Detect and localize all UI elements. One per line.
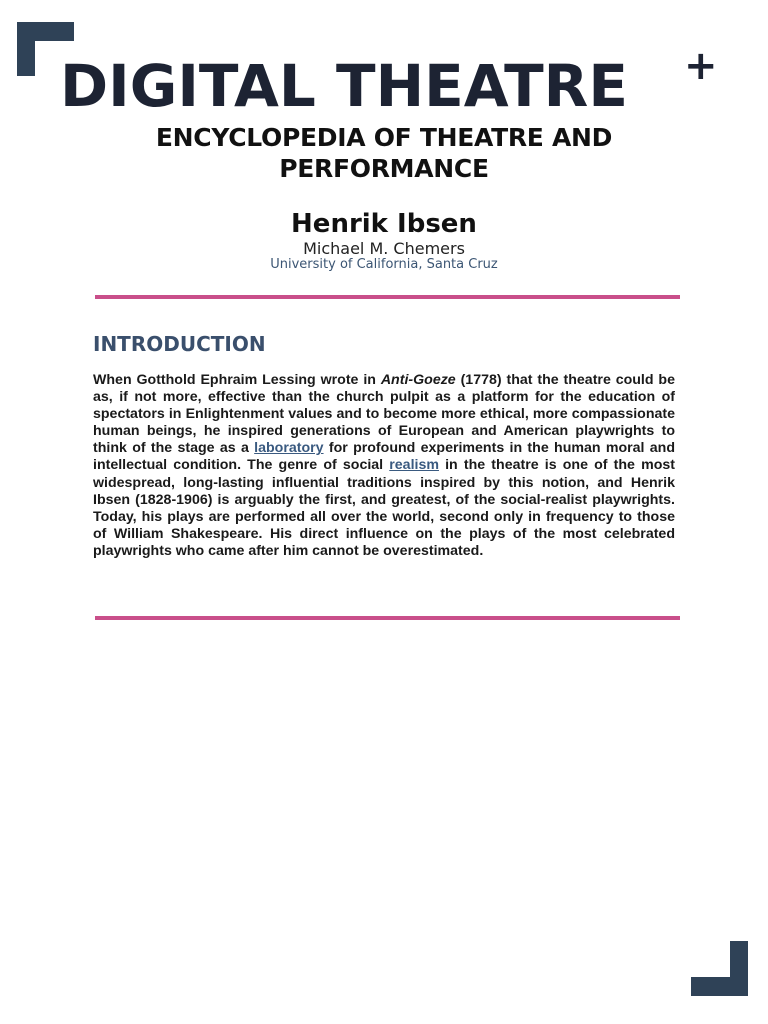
series-title: ENCYCLOPEDIA OF THEATRE AND PERFORMANCE bbox=[155, 123, 613, 183]
corner-bracket-bottom-right bbox=[691, 941, 748, 996]
introduction-paragraph bbox=[93, 372, 675, 560]
divider-bottom bbox=[95, 616, 680, 620]
section-heading: INTRODUCTION bbox=[93, 332, 266, 356]
logo-plus-icon: + bbox=[684, 43, 718, 89]
realism-link[interactable]: realism bbox=[389, 457, 439, 474]
laboratory-link[interactable]: laboratory bbox=[254, 440, 324, 457]
work-title: Anti-Goeze bbox=[380, 372, 456, 388]
article-title: Henrik Ibsen bbox=[291, 209, 477, 239]
paragraph-text: in the theatre is one of the most widespread, long-lasting influential traditions inspired by this notion, and Henrik Ibsen (1828-1906) is arguably the first, and greatest, of the social-realist playwrights. Today, his plays are performed all over the world, second only in frequency to those of William Shakespeare. His direct influence on the plays of the most celebrated playwrights who came after him cannot be overestimated. bbox=[93, 457, 675, 559]
author-name: Michael M. Chemers bbox=[303, 239, 465, 258]
digital-theatre-logo: DIGITAL THEATRE bbox=[60, 52, 628, 120]
paragraph-text: When Gotthold Ephraim Lessing wrote in bbox=[93, 372, 381, 388]
paragraph-text: for profound experiments in the human moral and intellectual condition. The genre of social bbox=[93, 440, 676, 474]
author-affiliation: University of California, Santa Cruz bbox=[270, 257, 498, 272]
divider-top bbox=[95, 295, 680, 299]
paragraph-text: (1778) that the theatre could be as, if not more, effective than the church pulpit as a platform for the education of spectators in Enlightenment values and to become more ethical, more compassionate human beings, he inspired generations of European and American playwrights to think of the stage as a bbox=[93, 372, 675, 457]
